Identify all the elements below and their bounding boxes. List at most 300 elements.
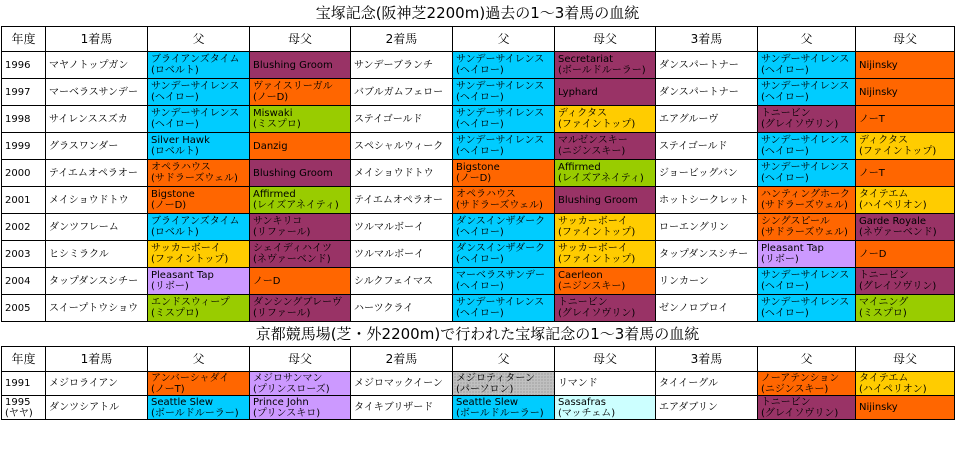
sire-cell-2 (453, 214, 555, 241)
year-value: 2000 (5, 167, 31, 179)
pedigree-line: (ニジンスキー) (558, 146, 626, 157)
column-header: 父 (148, 27, 250, 52)
header-row (2, 27, 955, 52)
pedigree-name: エンドスウィープ (151, 297, 230, 308)
year-value: 1996 (5, 59, 31, 71)
pedigree-name: Nijinsky (859, 59, 898, 71)
pedigree-name: サンデーサイレンス (761, 270, 850, 281)
year-cell (2, 187, 46, 214)
damsire-cell-3 (856, 214, 955, 241)
horse-name-1: グラスワンダー (46, 133, 148, 160)
damsire-cell-1 (250, 214, 351, 241)
year-value: 2001 (5, 194, 31, 206)
year-cell (2, 241, 46, 268)
pedigree-line: (リボー) (761, 254, 799, 265)
horse-name-2: メジロマックイーン (351, 372, 453, 396)
pedigree-line: (サドラーズウェル) (761, 227, 848, 238)
table-row (2, 396, 955, 420)
horse-name-3: ローエングリン (656, 214, 758, 241)
column-header: 1着馬 (46, 347, 148, 372)
pedigree-name: ノーアテンション (761, 372, 840, 384)
pedigree-name: マイニング (859, 297, 909, 308)
table-row (2, 214, 955, 241)
pedigree-name: トニービン (761, 396, 811, 408)
pedigree-name: サンデーサイレンス (761, 54, 850, 65)
table-row (2, 52, 955, 79)
damsire-cell-1 (250, 268, 351, 295)
pedigree-name: Caerleon (558, 270, 603, 281)
column-header: 父 (453, 347, 555, 372)
year-cell (2, 214, 46, 241)
track-condition: (ヤヤ) (5, 407, 33, 419)
pedigree-line: (ヘイロー) (456, 119, 504, 130)
pedigree-line: (プリンスキロ) (253, 407, 321, 419)
pedigree-line: (リファール) (253, 308, 311, 319)
pedigree-line: (ヘイロー) (151, 119, 199, 130)
year-value: 1995 (5, 396, 31, 408)
year-value: 2003 (5, 248, 31, 260)
column-header: 父 (453, 27, 555, 52)
pedigree-name: アンバーシャダイ (151, 372, 230, 384)
column-header: 年度 (2, 27, 46, 52)
damsire-cell-1 (250, 372, 351, 396)
pedigree-line: (ノーD) (151, 200, 187, 211)
year-value: 2004 (5, 275, 31, 287)
pedigree-line: (グレイソヴリン) (761, 407, 839, 419)
pedigree-name: シェイディハイツ (253, 243, 332, 254)
sire-cell-2 (453, 187, 555, 214)
pedigree-line: (ノーD) (253, 92, 289, 103)
column-header: 母父 (250, 27, 351, 52)
pedigree-name: サンキリコ (253, 216, 303, 227)
horse-name-3: ゼンノロブロイ (656, 295, 758, 322)
table-row (2, 241, 955, 268)
year-value: 1999 (5, 140, 31, 152)
column-header: 年度 (2, 347, 46, 372)
pedigree-line: (ニジンスキー) (558, 281, 626, 292)
sire-cell-1 (148, 396, 250, 420)
pedigree-name: ヴァイスリーガル (253, 81, 333, 92)
pedigree-name: サンデーサイレンス (456, 108, 545, 119)
horse-name-2: タイキブリザード (351, 396, 453, 420)
horse-name-2: ハーツクライ (351, 295, 453, 322)
pedigree-line: (プリンスローズ) (253, 383, 330, 395)
pedigree-line: (ロベルト) (151, 65, 199, 76)
sire-cell-1 (148, 268, 250, 295)
damsire-cell-3 (856, 79, 955, 106)
horse-name-3: エアダブリン (656, 396, 758, 420)
pedigree-name: サンデーサイレンス (456, 54, 545, 65)
horse-name-2: テイエムオペラオー (351, 187, 453, 214)
column-header: 3着馬 (656, 347, 758, 372)
sire-cell-3 (758, 372, 856, 396)
pedigree-line: (マッチェム) (558, 407, 616, 419)
pedigree-name: ノーT (859, 113, 885, 125)
horse-name-3: ステイゴールド (656, 133, 758, 160)
pedigree-line: (ヘイロー) (456, 146, 504, 157)
pedigree-name: Garde Royale (859, 216, 927, 227)
sire-cell-2 (453, 160, 555, 187)
horse-name-2: メイショウドトウ (351, 160, 453, 187)
horse-name-3: リンカーン (656, 268, 758, 295)
pedigree-name: マルゼンスキー (558, 135, 628, 146)
horse-name-3: エアグルーヴ (656, 106, 758, 133)
column-header: 母父 (856, 347, 955, 372)
section1-table (1, 26, 955, 322)
pedigree-line: (ヘイロー) (761, 281, 809, 292)
damsire-cell-2 (555, 295, 656, 322)
pedigree-line: (ミスプロ) (151, 308, 199, 319)
column-header: 母父 (250, 347, 351, 372)
sire-cell-2 (453, 372, 555, 396)
pedigree-line: (ミスプロ) (253, 119, 301, 130)
pedigree-name: ノーD (859, 248, 887, 260)
pedigree-name: Danzig (253, 140, 288, 152)
pedigree-name: Silver Hawk (151, 135, 210, 146)
horse-name-1: メジロライアン (46, 372, 148, 396)
pedigree-name: Bigstone (151, 189, 195, 200)
horse-name-1: スイープトウショウ (46, 295, 148, 322)
pedigree-line: (サドラーズウェル) (151, 173, 238, 184)
column-header: 父 (148, 347, 250, 372)
damsire-cell-1 (250, 295, 351, 322)
damsire-cell-3 (856, 187, 955, 214)
year-cell (2, 160, 46, 187)
pedigree-line: (ハイペリオン) (859, 383, 927, 395)
sire-cell-2 (453, 106, 555, 133)
table-row (2, 268, 955, 295)
pedigree-line: (ヘイロー) (456, 65, 504, 76)
horse-name-1: ダンツフレーム (46, 214, 148, 241)
pedigree-line: (ファイントップ) (558, 119, 636, 130)
pedigree-line: (サドラーズウェル) (456, 200, 543, 211)
damsire-cell-1 (250, 79, 351, 106)
damsire-cell-1 (250, 160, 351, 187)
pedigree-name: Prince John (253, 396, 309, 408)
pedigree-name: シングスピール (761, 216, 830, 227)
damsire-cell-1 (250, 133, 351, 160)
sire-cell-1 (148, 372, 250, 396)
pedigree-line: (リボー) (151, 281, 189, 292)
pedigree-line: (グレイソヴリン) (558, 308, 636, 319)
horse-name-2: スペシャルウィーク (351, 133, 453, 160)
pedigree-name: サッカーボーイ (558, 243, 628, 254)
sire-cell-3 (758, 52, 856, 79)
pedigree-line: (ファイントップ) (558, 227, 636, 238)
damsire-cell-2 (555, 79, 656, 106)
pedigree-name: サンデーサイレンス (761, 297, 850, 308)
pedigree-line: (ヘイロー) (456, 92, 504, 103)
pedigree-name: Blushing Groom (253, 167, 333, 179)
pedigree-line: (ニジンスキー) (761, 383, 829, 395)
pedigree-line: (ファイントップ) (558, 254, 636, 265)
column-header: 2着馬 (351, 27, 453, 52)
pedigree-name: メジロサンマン (253, 372, 323, 384)
sire-cell-3 (758, 241, 856, 268)
pedigree-line: (ノーD) (456, 173, 492, 184)
pedigree-name: Nijinsky (859, 402, 898, 413)
pedigree-name: Bigstone (456, 162, 500, 173)
pedigree-name: ダンスインザダーク (456, 243, 546, 254)
column-header: 父 (758, 27, 856, 52)
damsire-cell-3 (856, 106, 955, 133)
pedigree-line: (グレイソヴリン) (761, 119, 839, 130)
pedigree-line: (ネヴァーベンド) (253, 254, 331, 265)
pedigree-name: リマンド (558, 378, 598, 389)
year-cell (2, 106, 46, 133)
year-value: 2005 (5, 302, 31, 314)
sire-cell-3 (758, 214, 856, 241)
pedigree-name: メジロティターン (456, 372, 535, 384)
horse-name-3: タップダンスシチー (656, 241, 758, 268)
pedigree-name: ディクタス (558, 108, 607, 119)
pedigree-line: (ファイントップ) (151, 254, 229, 265)
pedigree-name: トニービン (859, 270, 909, 281)
damsire-cell-1 (250, 187, 351, 214)
damsire-cell-3 (856, 52, 955, 79)
damsire-cell-2 (555, 214, 656, 241)
pedigree-name: Pleasant Tap (761, 243, 824, 254)
damsire-cell-3 (856, 241, 955, 268)
pedigree-line: (ファイントップ) (859, 146, 937, 157)
sire-cell-2 (453, 396, 555, 420)
pedigree-line: (ヘイロー) (761, 308, 809, 319)
pedigree-line: (レイズアネイティ) (558, 173, 644, 184)
section2-table (1, 346, 955, 420)
pedigree-name: Sassafras (558, 396, 606, 408)
horse-name-2: バブルガムフェロー (351, 79, 453, 106)
horse-name-1: サイレンススズカ (46, 106, 148, 133)
pedigree-line: (ヘイロー) (761, 92, 809, 103)
horse-name-2: ツルマルボーイ (351, 214, 453, 241)
sire-cell-2 (453, 52, 555, 79)
table-row (2, 372, 955, 396)
damsire-cell-2 (555, 187, 656, 214)
pedigree-name: Blushing Groom (253, 59, 333, 71)
pedigree-line: (ロベルト) (151, 146, 199, 157)
pedigree-line: (ボールドルーラー) (558, 65, 646, 76)
pedigree-name: ダンスインザダーク (456, 216, 546, 227)
sire-cell-2 (453, 295, 555, 322)
sire-cell-3 (758, 268, 856, 295)
table-row (2, 160, 955, 187)
pedigree-name: サンデーサイレンス (456, 135, 545, 146)
pedigree-line: (ロベルト) (151, 227, 199, 238)
horse-name-3: ジョービッグバン (656, 160, 758, 187)
pedigree-line: (ミスプロ) (859, 308, 907, 319)
year-cell (2, 372, 46, 396)
year-cell (2, 268, 46, 295)
pedigree-name: ダンシングブレーヴ (253, 297, 342, 308)
sire-cell-1 (148, 241, 250, 268)
sire-cell-1 (148, 214, 250, 241)
pedigree-line: (リファール) (253, 227, 311, 238)
section2-title: 京都競馬場(芝・外2200m)で行われた宝塚記念の1～3着馬の血統 (255, 325, 700, 343)
pedigree-name: サンデーサイレンス (456, 81, 545, 92)
sire-cell-1 (148, 187, 250, 214)
table-row (2, 133, 955, 160)
pedigree-name: Blushing Groom (558, 194, 638, 206)
column-header: 父 (758, 347, 856, 372)
horse-name-3: ダンスパートナー (656, 79, 758, 106)
pedigree-line: (ヘイロー) (761, 146, 809, 157)
damsire-cell-2 (555, 396, 656, 420)
horse-name-2: ステイゴールド (351, 106, 453, 133)
damsire-cell-2 (555, 160, 656, 187)
damsire-cell-1 (250, 52, 351, 79)
pedigree-name: オペラハウス (151, 162, 211, 173)
sire-cell-3 (758, 106, 856, 133)
pedigree-line: (ヘイロー) (761, 173, 809, 184)
pedigree-name: サッカーボーイ (558, 216, 628, 227)
horse-name-2: シルクフェイマス (351, 268, 453, 295)
pedigree-name: タイテエム (859, 372, 909, 384)
pedigree-name: ブライアンズタイム (151, 216, 240, 227)
pedigree-line: (ヘイロー) (151, 92, 199, 103)
horse-name-3: ホットシークレット (656, 187, 758, 214)
horse-name-3: タイイーグル (656, 372, 758, 396)
damsire-cell-1 (250, 396, 351, 420)
damsire-cell-1 (250, 241, 351, 268)
year-value: 1997 (5, 86, 31, 98)
sire-cell-2 (453, 268, 555, 295)
pedigree-name: Miswaki (253, 108, 293, 119)
pedigree-name: Affirmed (253, 189, 296, 200)
damsire-cell-1 (250, 106, 351, 133)
year-cell (2, 52, 46, 79)
pedigree-name: サンデーサイレンス (151, 81, 240, 92)
pedigree-name: サンデーサイレンス (761, 135, 850, 146)
year-cell (2, 133, 46, 160)
pedigree-line: (サドラーズウェル) (761, 200, 848, 211)
damsire-cell-2 (555, 241, 656, 268)
damsire-cell-2 (555, 52, 656, 79)
pedigree-name: Seattle Slew (456, 396, 519, 408)
damsire-cell-3 (856, 295, 955, 322)
damsire-cell-2 (555, 133, 656, 160)
pedigree-line: (ヘイロー) (761, 65, 809, 76)
sire-cell-3 (758, 396, 856, 420)
horse-name-1: マヤノトップガン (46, 52, 148, 79)
pedigree-name: ノーD (253, 275, 281, 287)
sire-cell-2 (453, 79, 555, 106)
pedigree-line: (ボールドルーラー) (456, 407, 544, 419)
sire-cell-3 (758, 133, 856, 160)
sire-cell-3 (758, 295, 856, 322)
damsire-cell-2 (555, 372, 656, 396)
pedigree-name: トニービン (761, 108, 811, 119)
pedigree-name: Seattle Slew (151, 396, 214, 408)
damsire-cell-2 (555, 268, 656, 295)
column-header: 2着馬 (351, 347, 453, 372)
horse-name-1: メイショウドトウ (46, 187, 148, 214)
sire-cell-1 (148, 295, 250, 322)
table-row (2, 187, 955, 214)
horse-name-1: マーベラスサンデー (46, 79, 148, 106)
pedigree-line: (グレイソヴリン) (859, 281, 937, 292)
horse-name-2: ツルマルボーイ (351, 241, 453, 268)
pedigree-line: (ノーT) (151, 383, 185, 395)
year-cell (2, 295, 46, 322)
pedigree-line: (ボールドルーラー) (151, 407, 239, 419)
pedigree-line: (レイズアネイティ) (253, 200, 339, 211)
horse-name-1: ヒシミラクル (46, 241, 148, 268)
pedigree-name: サンデーサイレンス (761, 81, 850, 92)
sire-cell-2 (453, 241, 555, 268)
table-row (2, 295, 955, 322)
pedigree-line: (ハイペリオン) (859, 200, 927, 211)
damsire-cell-3 (856, 160, 955, 187)
pedigree-name: Affirmed (558, 162, 601, 173)
pedigree-name: Lyphard (558, 86, 598, 98)
pedigree-name: サンデーサイレンス (151, 108, 240, 119)
year-cell (2, 79, 46, 106)
pedigree-line: (ヘイロー) (456, 281, 504, 292)
year-value: 2002 (5, 221, 31, 233)
column-header: 1着馬 (46, 27, 148, 52)
pedigree-name: トニービン (558, 297, 608, 308)
table-row (2, 106, 955, 133)
pedigree-line: (ヘイロー) (456, 254, 504, 265)
horse-name-1: テイエムオペラオー (46, 160, 148, 187)
horse-name-1: ダンツシアトル (46, 396, 148, 420)
damsire-cell-3 (856, 396, 955, 420)
pedigree-name: サンデーサイレンス (761, 162, 850, 173)
column-header: 母父 (856, 27, 955, 52)
pedigree-name: サッカーボーイ (151, 243, 221, 254)
table-row (2, 79, 955, 106)
horse-name-1: タップダンスシチー (46, 268, 148, 295)
header-row (2, 347, 955, 372)
pedigree-name: Nijinsky (859, 86, 898, 98)
column-header: 母父 (555, 27, 656, 52)
damsire-cell-3 (856, 268, 955, 295)
pedigree-line: (ネヴァーベンド) (859, 227, 937, 238)
horse-name-3: ダンスパートナー (656, 52, 758, 79)
section1-title: 宝塚記念(阪神芝2200m)過去の1～3着馬の血統 (315, 4, 640, 22)
sire-cell-1 (148, 79, 250, 106)
year-value: 1998 (5, 113, 31, 125)
pedigree-name: Pleasant Tap (151, 270, 214, 281)
sire-cell-2 (453, 133, 555, 160)
sire-cell-3 (758, 187, 856, 214)
sire-cell-3 (758, 160, 856, 187)
year-value: 1991 (5, 378, 31, 389)
pedigree-name: ブライアンズタイム (151, 54, 240, 65)
damsire-cell-3 (856, 133, 955, 160)
pedigree-name: タイテエム (859, 189, 909, 200)
sire-cell-1 (148, 106, 250, 133)
sire-cell-1 (148, 133, 250, 160)
pedigree-name: Secretariat (558, 54, 614, 65)
damsire-cell-3 (856, 372, 955, 396)
pedigree-name: マーベラスサンデー (456, 270, 545, 281)
pedigree-line: (パーソロン) (456, 383, 514, 395)
sire-cell-3 (758, 79, 856, 106)
year-cell (2, 396, 46, 420)
sire-cell-1 (148, 52, 250, 79)
pedigree-line: (ヘイロー) (456, 308, 504, 319)
pedigree-name: サンデーサイレンス (456, 297, 545, 308)
sire-cell-1 (148, 160, 250, 187)
damsire-cell-2 (555, 106, 656, 133)
column-header: 3着馬 (656, 27, 758, 52)
pedigree-name: ノーT (859, 167, 885, 179)
pedigree-name: オペラハウス (456, 189, 516, 200)
column-header: 母父 (555, 347, 656, 372)
horse-name-2: サンデーブランチ (351, 52, 453, 79)
pedigree-name: ハンティングホーク (761, 189, 850, 200)
